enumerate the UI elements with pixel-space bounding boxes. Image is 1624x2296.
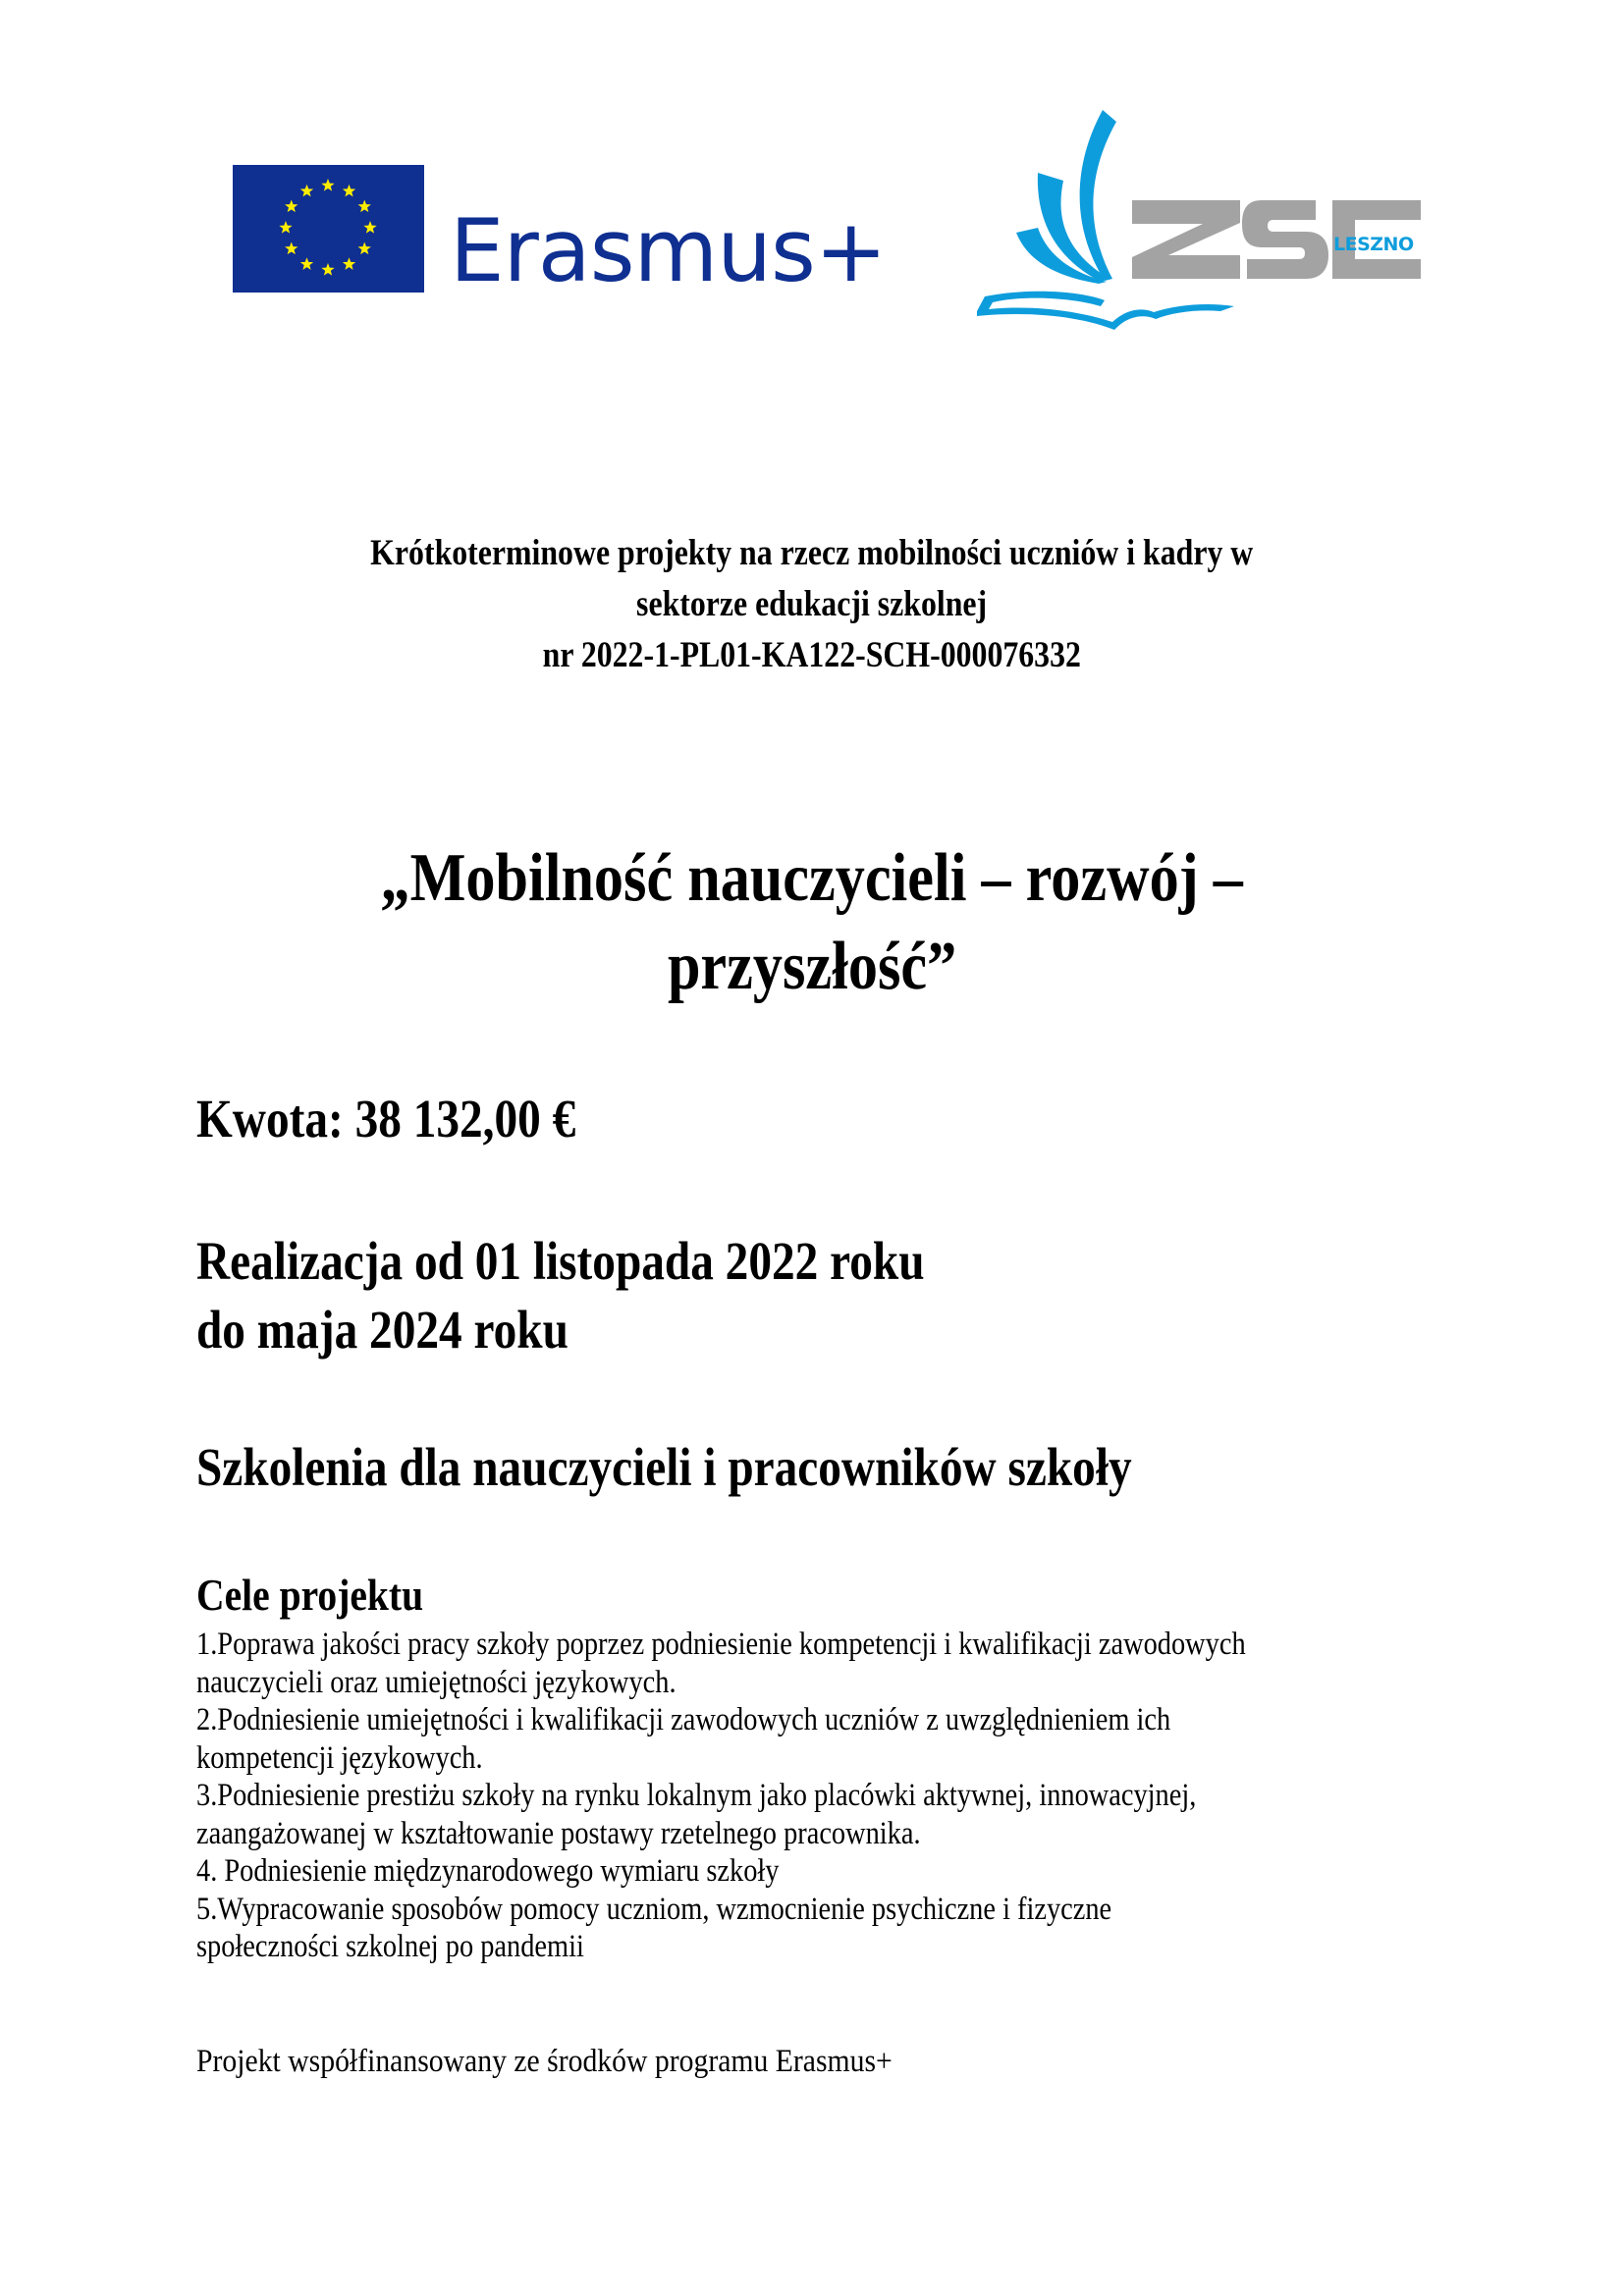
- eu-stars-icon: [233, 165, 424, 293]
- eu-star-icon: [285, 200, 298, 213]
- eu-star-icon: [321, 179, 334, 191]
- period-heading: [196, 1227, 1043, 1364]
- goal-line: 3.Podniesienie prestiżu szkoły na rynku lokalnym jako placówki aktywnej, innowacyjnej,: [196, 1778, 1197, 1813]
- amount-text: Kwota: 38 132,00 €: [196, 1089, 576, 1148]
- eu-star-icon: [358, 242, 371, 255]
- trainings-heading: [196, 1433, 1284, 1502]
- period-line: Realizacja od 01 listopada 2022 roku: [196, 1231, 925, 1291]
- eu-flag-logo: [233, 165, 424, 293]
- eu-star-icon: [343, 185, 355, 197]
- subtitle-line: sektorze edukacji szkolnej: [636, 584, 988, 624]
- title-line: „Mobilność nauczycieli – rozwój –: [380, 840, 1244, 916]
- leszno-label: LESZNO: [1333, 234, 1414, 255]
- goal-line: społeczności szkolnej po pandemii: [196, 1929, 584, 1964]
- zse-leszno-logo: [967, 97, 1438, 331]
- cofinancing-note: [196, 2042, 970, 2081]
- goals-section: [196, 1571, 1417, 1966]
- period-line: do maja 2024 roku: [196, 1300, 568, 1360]
- goal-line: 2.Podniesienie umiejętności i kwalifikacji zawodowych uczniów z uwzględnieniem ich: [196, 1702, 1171, 1737]
- trainings-text: Szkolenia dla nauczycieli i pracowników szkoły: [196, 1437, 1132, 1497]
- goal-line: nauczycieli oraz umiejętności językowych.: [196, 1664, 677, 1700]
- goal-line: kompetencji językowych.: [196, 1739, 483, 1776]
- goals-heading: Cele projektu: [196, 1570, 424, 1620]
- goal-line: 5.Wypracowanie sposobów pomocy uczniom, wzmocnienie psychiczne i fizyczne: [196, 1891, 1112, 1927]
- zse-letters-text: ZSE: [967, 97, 996, 114]
- goal-line: 1.Poprawa jakości pracy szkoły poprzez podniesienie kompetencji i kwalifikacji zawodowych: [196, 1627, 1246, 1662]
- project-number: nr 2022-1-PL01-KA122-SCH-000076332: [542, 635, 1082, 675]
- eu-star-icon: [300, 185, 313, 197]
- goals-list: [196, 1626, 1417, 1966]
- goal-line: zaangażowanej w kształtowanie postawy rzetelnego pracownika.: [196, 1815, 921, 1851]
- project-title: [0, 834, 1624, 1011]
- eu-star-icon: [285, 242, 298, 255]
- goal-line: 4. Podniesienie międzynarodowego wymiaru szkoły: [196, 1853, 780, 1889]
- eu-star-icon: [358, 200, 371, 213]
- title-line: przyszłość”: [667, 929, 957, 1004]
- eu-star-icon: [300, 257, 313, 270]
- programme-subtitle: [0, 528, 1624, 681]
- subtitle-line: Krótkoterminowe projekty na rzecz mobilności uczniów i kadry w: [370, 533, 1254, 573]
- cofinancing-text: Projekt współfinansowany ze środków programu Erasmus+: [196, 2044, 893, 2079]
- eu-star-icon: [343, 257, 355, 270]
- amount-heading: [196, 1085, 637, 1153]
- erasmus-wordmark: Erasmus+: [450, 200, 887, 301]
- eu-star-icon: [363, 221, 376, 234]
- eu-star-icon: [279, 221, 292, 234]
- eu-star-icon: [321, 263, 334, 276]
